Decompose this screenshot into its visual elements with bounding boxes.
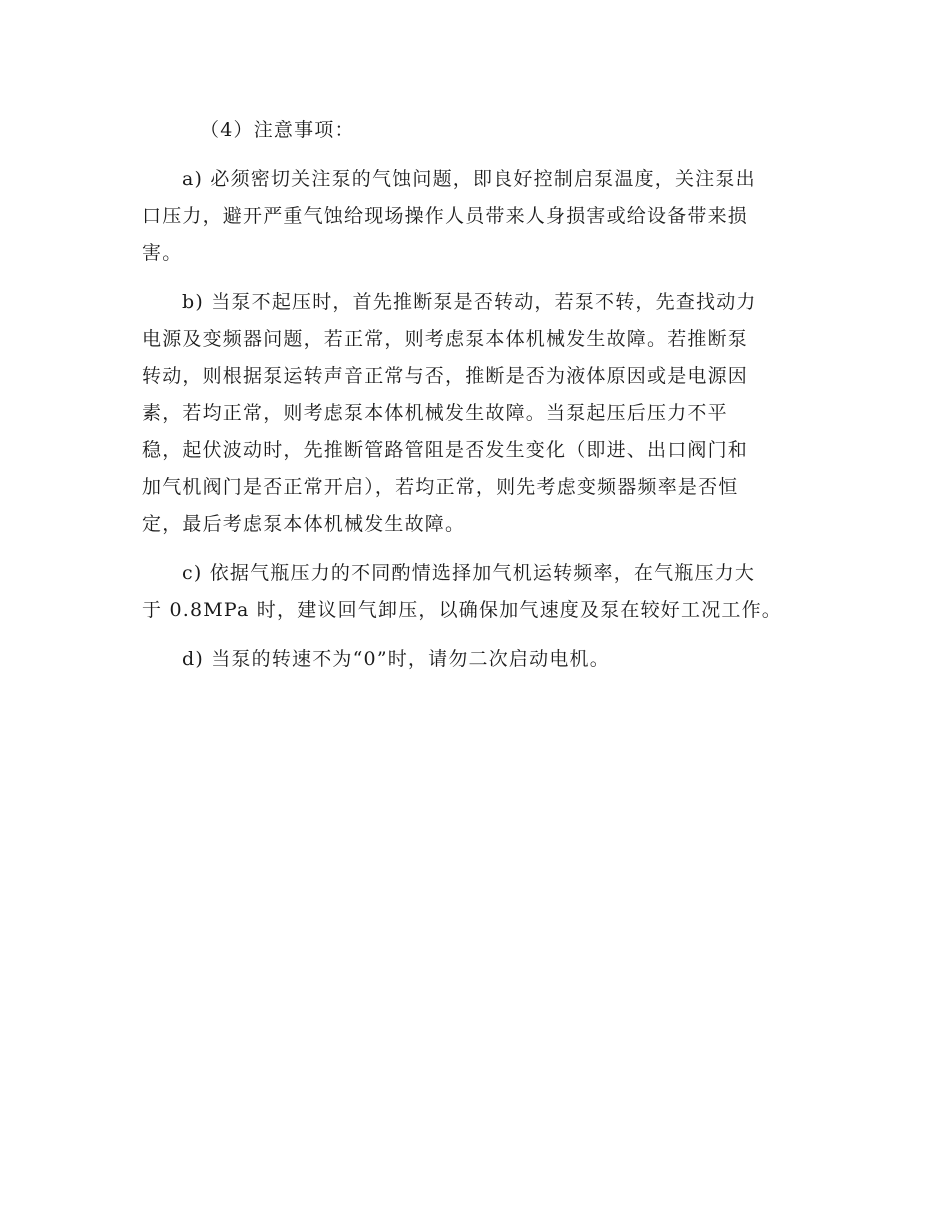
paragraph-d xyxy=(142,641,807,678)
paragraph-line: 于 0.8MPa 时，建议回气卸压，以确保加气速度及泵在较好工况工作。 xyxy=(142,599,783,621)
paragraph-line: c) 依据气瓶压力的不同酌情选择加气机运转频率，在气瓶压力大 xyxy=(182,562,756,584)
paragraph-line: a) 必须密切关注泵的气蚀问题，即良好控制启泵温度，关注泵出 xyxy=(182,168,756,190)
paragraph-line: 素，若均正常，则考虑泵本体机械发生故障。当泵起压后压力不平 xyxy=(142,402,728,424)
paragraph-line: 害。 xyxy=(142,242,183,264)
paragraph-line: 加气机阀门是否正常开启），若均正常，则先考虑变频器频率是否恒 xyxy=(142,476,739,498)
paragraph-a xyxy=(142,161,807,272)
paragraph-line: 稳，起伏波动时，先推断管路管阻是否发生变化（即进、出口阀门和 xyxy=(142,439,749,461)
paragraph-line: b) 当泵不起压时，首先推断泵是否转动，若泵不转，先查找动力 xyxy=(182,291,757,313)
paragraph-line: 定，最后考虑泵本体机械发生故障。 xyxy=(142,513,466,535)
paragraph-line: 口压力，避开严重气蚀给现场操作人员带来人身损害或给设备带来损 xyxy=(142,205,749,227)
document-body xyxy=(142,112,807,690)
paragraph-line: d) 当泵的转速不为“0”时，请勿二次启动电机。 xyxy=(182,648,610,670)
section-heading: （4）注意事项： xyxy=(200,119,355,141)
paragraph-line: 转动，则根据泵运转声音正常与否，推断是否为液体原因或是电源因 xyxy=(142,365,749,387)
paragraph-line: 电源及变频器问题，若正常，则考虑泵本体机械发生故障。若推断泵 xyxy=(142,328,749,350)
paragraph-b xyxy=(142,284,807,543)
paragraph-c xyxy=(142,555,807,629)
